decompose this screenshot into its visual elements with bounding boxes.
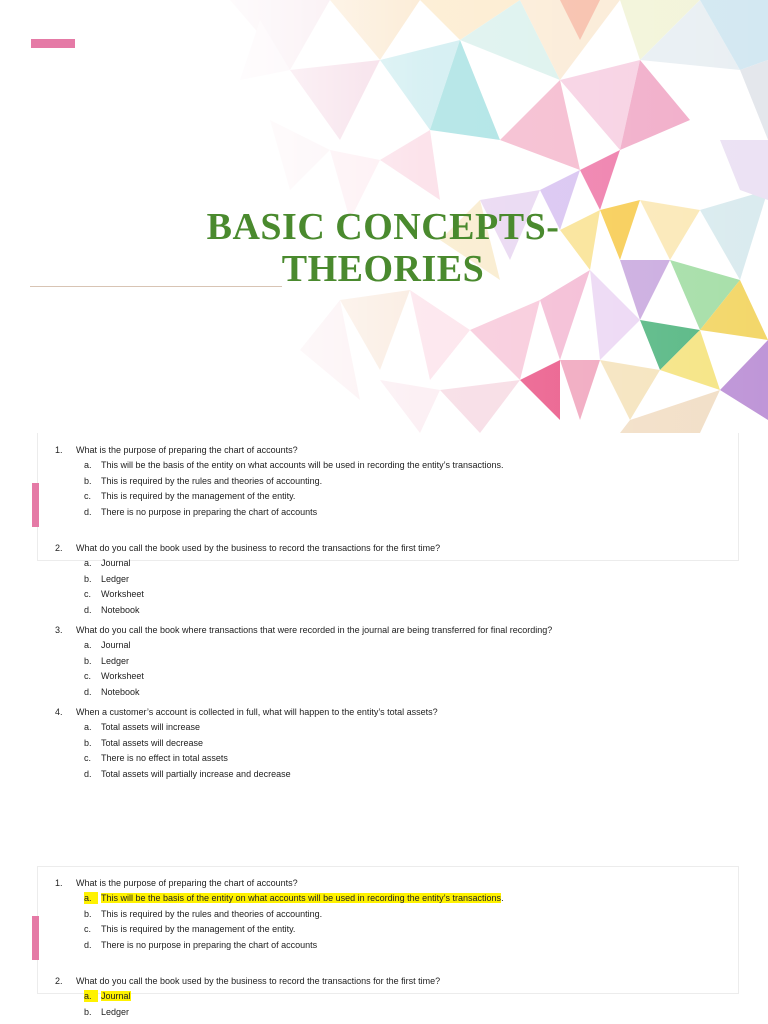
option-text-value: Notebook (101, 604, 140, 615)
option-text (101, 604, 140, 616)
question-text: What do you call the book used by the business to record the transactions for the first time? (76, 543, 441, 553)
option-text-value: This will be the basis of the entity on what accounts will be used in recording the entity’s transactions. (101, 460, 504, 470)
option-text-value: Ledger (101, 573, 130, 584)
question-text: When a customer’s account is collected in full, what will happen to the entity’s total assets? (76, 707, 438, 717)
option-text-value: This is required by the management of the entity. (101, 924, 296, 934)
option-text (101, 1006, 129, 1018)
option-letter: c. (84, 589, 92, 599)
option-letter: a. (84, 460, 92, 470)
option-text-value: Total assets will partially increase and decrease (101, 768, 291, 779)
option-letter: d. (84, 686, 92, 697)
question-text: What is the purpose of preparing the chart of accounts? (76, 445, 298, 455)
option-text-value: Journal (101, 558, 131, 568)
option-letter: a. (84, 640, 92, 650)
option-text-value: Worksheet (101, 671, 144, 681)
option-text (101, 506, 317, 518)
option-letter: d. (84, 768, 92, 779)
option-text (101, 939, 317, 951)
option-text-value: This is required by the rules and theories of accounting. (101, 475, 323, 486)
option-text-value: Journal (101, 991, 131, 1001)
option-text-value: Notebook (101, 686, 140, 697)
option-text (101, 475, 322, 487)
option-text-value: There is no effect in total assets (101, 753, 228, 763)
option-letter: b. (84, 737, 92, 748)
option-text-value: Journal (101, 640, 131, 650)
option-text-value: Ledger (101, 1006, 130, 1017)
option-text (101, 588, 144, 600)
option-text (101, 655, 129, 667)
option-letter: a. (84, 722, 92, 732)
option-letter: a. (84, 990, 98, 1002)
option-text (101, 737, 203, 749)
option-letter: b. (84, 655, 92, 666)
option-text (101, 557, 131, 569)
option-suffix: . (501, 893, 504, 903)
option-letter: d. (84, 604, 92, 615)
option-text-value: Ledger (101, 655, 130, 666)
option-text-value: There is no purpose in preparing the chart of accounts (101, 506, 318, 517)
option-letter: b. (84, 908, 92, 919)
question-number: 1. (55, 445, 63, 455)
question-number: 1. (55, 878, 63, 888)
option-text-value: There is no purpose in preparing the chart of accounts (101, 939, 318, 950)
question-number: 2. (55, 976, 63, 986)
question-number: 4. (55, 707, 63, 717)
question-text: What do you call the book where transactions that were recorded in the journal are being transferred for final recording? (76, 625, 553, 635)
option-text-value: Worksheet (101, 589, 144, 599)
accent-side-tab (32, 483, 39, 527)
option-text (101, 908, 322, 920)
accent-bar (31, 39, 75, 48)
option-text (101, 768, 291, 780)
option-text (101, 923, 295, 935)
option-text (101, 670, 144, 682)
option-text-value: Total assets will decrease (101, 737, 204, 748)
option-text (101, 459, 504, 471)
option-text (101, 573, 129, 585)
option-text-value: This will be the basis of the entity on what accounts will be used in recording the entity’s transactions (101, 893, 502, 903)
option-letter: d. (84, 506, 92, 517)
option-text (101, 892, 504, 904)
option-text (101, 990, 131, 1002)
title-slide (0, 0, 768, 433)
option-letter: b. (84, 573, 92, 584)
option-letter: d. (84, 939, 92, 950)
option-text-value: Total assets will increase (101, 722, 201, 732)
slide-title-line1: BASIC CONCEPTS- (206, 206, 560, 248)
option-text (101, 752, 228, 764)
question-text: What is the purpose of preparing the chart of accounts? (76, 878, 298, 888)
accent-side-tab (32, 916, 39, 960)
slide-title (150, 206, 616, 290)
option-letter: c. (84, 671, 92, 681)
option-text (101, 490, 295, 502)
question-number: 3. (55, 625, 63, 635)
option-letter: c. (84, 491, 92, 501)
option-letter: b. (84, 1006, 92, 1017)
option-text-value: This is required by the management of the entity. (101, 491, 296, 501)
slide-title-line2: THEORIES (281, 248, 485, 290)
option-text-value: This is required by the rules and theories of accounting. (101, 908, 323, 919)
option-letter: a. (84, 558, 92, 568)
question-text: What do you call the book used by the business to record the transactions for the first time? (76, 976, 441, 986)
option-letter: c. (84, 924, 92, 934)
option-letter: c. (84, 753, 92, 763)
option-text (101, 721, 200, 733)
question-number: 2. (55, 543, 63, 553)
option-text (101, 639, 131, 651)
option-letter: b. (84, 475, 92, 486)
option-letter: a. (84, 892, 98, 904)
option-text (101, 686, 140, 698)
